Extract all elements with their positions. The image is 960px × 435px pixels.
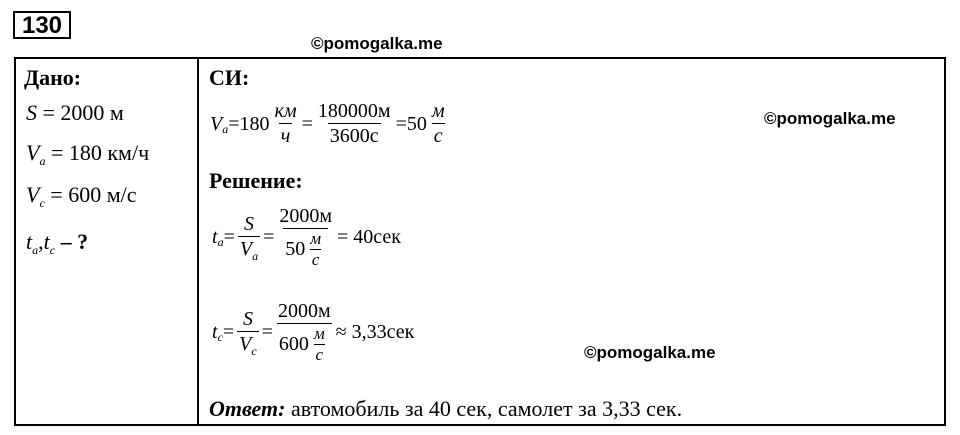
si-value-180: =180 xyxy=(228,112,270,135)
fraction-s-vc: $\frac{S}{V_c}$ xyxy=(239,308,257,359)
symbol-v: V xyxy=(26,140,40,165)
subscript-a: a xyxy=(222,121,229,136)
si-value-50: =50 xyxy=(395,112,427,135)
question-mark: – ? xyxy=(60,229,89,254)
result-tc: ≈ 3,33сек xyxy=(335,320,415,343)
symbol-s: S xyxy=(26,100,37,125)
symbol-v: V xyxy=(26,182,40,207)
subscript-c: c xyxy=(217,329,223,344)
subscript-a: a xyxy=(39,154,46,168)
given-title: Дано: xyxy=(24,65,82,90)
problem-table xyxy=(14,57,946,426)
given-question: $t_a,t_c$ – ? xyxy=(26,229,89,257)
fraction-unit-m-s: $\frac{м}{с}$ xyxy=(313,324,325,364)
watermark-right: ©pomogalka.me xyxy=(764,109,896,128)
problem-number: 130 xyxy=(13,11,71,39)
fraction-s-va: $\frac{S}{V_a}$ xyxy=(239,213,259,264)
answer-label: Ответ: xyxy=(209,396,286,421)
watermark-bottom: ©pomogalka.me xyxy=(584,343,716,362)
watermark-top: ©pomogalka.me xyxy=(311,34,443,53)
solution-title: Решение: xyxy=(209,168,303,193)
subscript-a: a xyxy=(217,234,224,249)
given-va-value: = 180 км/ч xyxy=(50,140,150,165)
solution-equation-ta: t a = $\frac{S}{V_a}$ = 2000м 50 $\frac{м}{с}$ = 40сек xyxy=(212,205,401,269)
answer-text: автомобиль за 40 сек, самолет за 3,33 сек. xyxy=(290,396,683,421)
column-divider xyxy=(197,57,199,426)
given-vc xyxy=(26,182,137,208)
given-s xyxy=(26,100,124,126)
fraction-km-h: $\frac{км}{ч}$ xyxy=(274,100,297,147)
given-va xyxy=(26,140,149,166)
fraction-conversion: $\frac{180000м}{3600с}$ xyxy=(317,100,391,147)
symbol-t: t xyxy=(26,229,33,254)
fraction-2000-50: 2000м 50 $\frac{м}{с}$ xyxy=(279,205,332,269)
given-vc-value: = 600 м/с xyxy=(50,182,137,207)
fraction-2000-600: 2000м 600 $\frac{м}{с}$ xyxy=(278,300,331,364)
given-s-value: = 2000 м xyxy=(42,100,124,125)
solution-equation-tc: t c = $\frac{S}{V_c}$ = 2000м 600 $\frac{м}{с}$ ≈ 3,33сек xyxy=(212,300,415,364)
si-equation: V a =180 $\frac{км}{ч}$ = $\frac{180000м}{3600с}$ =50 $\frac{м}{с}$ xyxy=(210,100,445,147)
subscript-c: c xyxy=(49,243,56,257)
fraction-m-s: $\frac{м}{с}$ xyxy=(431,100,445,147)
si-title: СИ: xyxy=(209,65,250,90)
symbol-t: t xyxy=(43,229,50,254)
fraction-unit-m-s: $\frac{м}{с}$ xyxy=(310,229,322,269)
subscript-c: c xyxy=(39,196,45,210)
answer-line xyxy=(209,396,682,422)
result-ta: = 40сек xyxy=(337,225,401,248)
subscript-a: a xyxy=(32,243,39,257)
